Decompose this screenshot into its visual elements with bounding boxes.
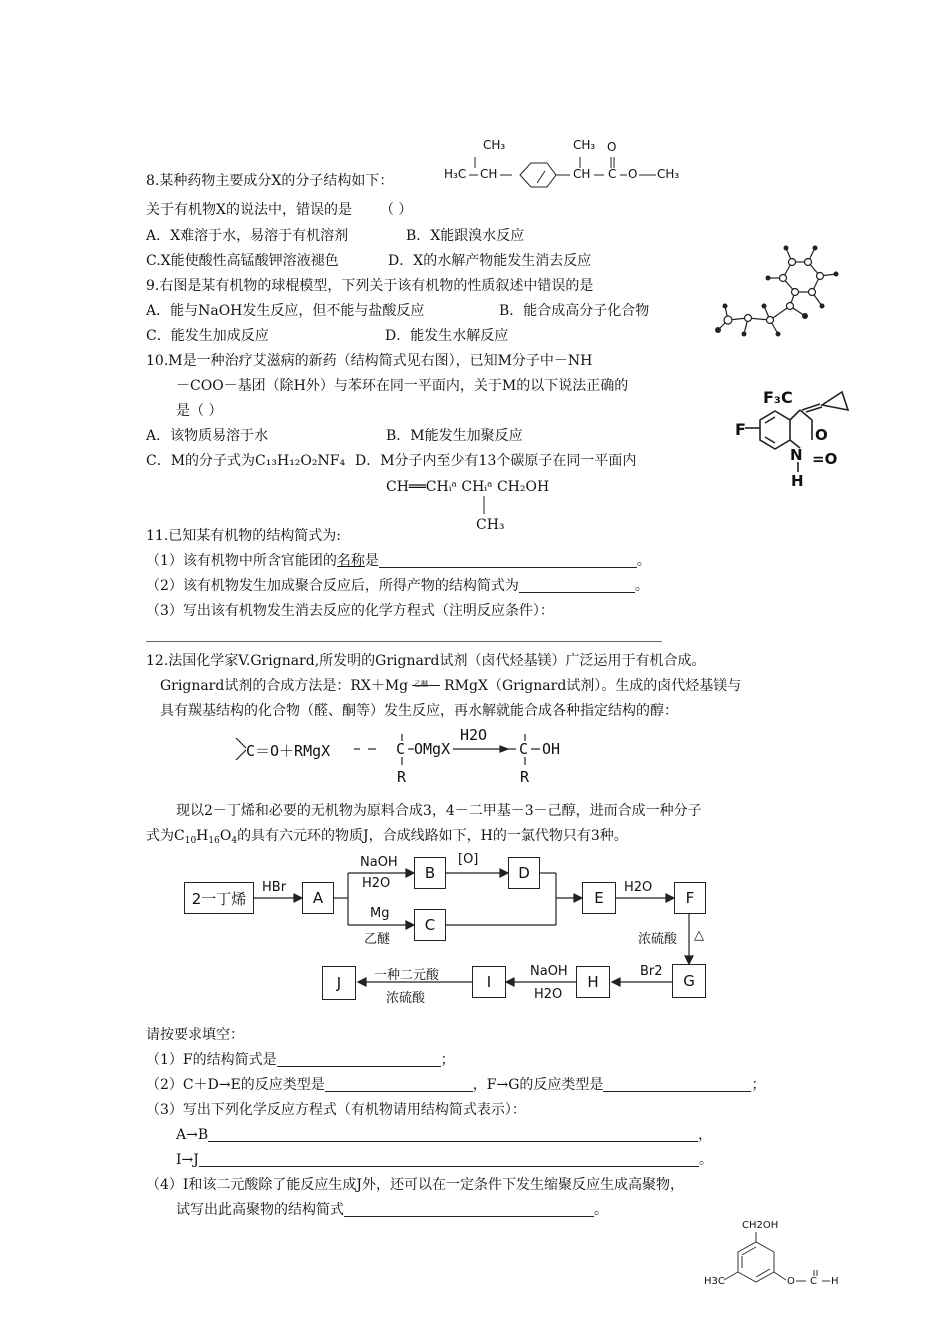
q12-r3: （3）写出下列化学反应方程式（有机物请用结构简式表示）： [146, 1102, 526, 1118]
node-j: J [322, 966, 356, 1000]
o-label-3: O [787, 1276, 795, 1287]
reagent-br2: Br2 [640, 964, 663, 979]
q12-line1: 12.法国化学家V.Grignard,所发明的Grignard试剂（卤代烃基镁）广泛运用于有机合成。 [146, 653, 706, 669]
o-ring-label: O [815, 426, 828, 444]
reagent-oxidation: [O] [458, 852, 479, 867]
node-a: A [302, 882, 334, 914]
q10-option-b: B．M能发生加聚反应 [386, 428, 523, 444]
q9-stem: 9.右图是某有机物的球棍模型，下列关于该有机物的性质叙述中错误的是 [146, 278, 594, 294]
c-label: C [608, 167, 617, 181]
q12-r3b: I→J 。 [176, 1152, 713, 1168]
f-label: F [735, 420, 746, 439]
ch3-label: CH₃ [483, 138, 506, 152]
eq-reactants: C＝O＋RMgX [246, 742, 331, 760]
q8-question: 关于有机物X的说法中，错误的是 （ ） [146, 202, 413, 218]
eq-r-group: R [397, 768, 407, 786]
reagent-mg: Mg [370, 906, 390, 921]
reagent-naoh-2: NaOH [530, 964, 568, 979]
reagent-h2o: H2O [362, 876, 391, 891]
q10-line1: 10.M是一种治疗艾滋病的新药（结构简式见右图），已知M分子中－NH [146, 353, 593, 369]
node-g: G [672, 964, 706, 998]
eq-oh: OH [542, 740, 561, 758]
q12-r3a: A→B ， [176, 1127, 713, 1143]
q12-r4: （4）I和该二元酸除了能反应生成J外，还可以在一定条件下发生缩聚反应生成高聚物， [146, 1177, 685, 1193]
reagent-naoh: NaOH [360, 855, 398, 870]
q11-stem: 11.已知某有机物的结构简式为: [146, 528, 341, 544]
ch3-label-3: CH₃ [657, 167, 680, 181]
reagent-ether: 乙醚 [364, 932, 391, 947]
h-label-2: H [831, 1276, 839, 1287]
eq-r-group-2: R [520, 768, 530, 786]
o-label: O [607, 140, 617, 154]
q9-option-b: B．能合成高分子化合物 [499, 303, 650, 319]
q11-part2: （2）该有机物发生加成聚合反应后，所得产物的结构简式为 。 [146, 578, 649, 594]
h-label: H [791, 472, 804, 490]
node-d: D [508, 857, 540, 889]
q9-option-a: A．能与NaOH发生反应，但不能与盐酸反应 [146, 303, 425, 319]
eq-omgx: OMgX [414, 740, 451, 758]
reagent-conc-h2so4-2: 浓硫酸 [386, 991, 426, 1006]
reagent-h2o-2: H2O [624, 880, 653, 895]
q12-line2: Grignard试剂的合成方法是：RX＋Mg 乙醚 RMgX（Grignard试剂）。生成的卤代烃基镁与 [160, 678, 742, 694]
q8-option-c: C.X能使酸性高锰酸钾溶液褪色 [146, 253, 339, 269]
q10-line2: －COO－基团（除H外）与苯环在同一平面内，关于M的以下说法正确的 [176, 378, 629, 394]
node-i: I [472, 966, 506, 998]
node-f: F [674, 882, 706, 914]
eq-h2o: H2O [460, 726, 488, 744]
q12-request: 请按要求填空： [146, 1027, 244, 1043]
ch-label: CH [480, 167, 498, 181]
q10-line3: 是（ ） [176, 403, 223, 419]
condition-heat: △ [694, 928, 704, 943]
ch-label-2: CH [573, 167, 591, 181]
q11-part3: （3）写出该有机物发生消去反应的化学方程式（注明反应条件）： [146, 603, 554, 619]
carbonyl-o-label: =O [812, 450, 838, 468]
q10-option-d: D．M分子内至少有13个碳原子在同一平面内 [355, 453, 637, 469]
q11-structure-line: CH══CHᵢᵃ CHᵢᵃ CH₂OH [386, 479, 550, 495]
reagent-diacid: 一种二元酸 [374, 968, 440, 983]
q8-stem: 8.某种药物主要成分X的分子结构如下： [146, 173, 394, 189]
node-h: H [576, 966, 610, 998]
c-label-2: C [810, 1276, 817, 1287]
q11-part1: （1）该有机物中所含官能团的名称是 。 [146, 553, 651, 569]
h3c-label: H₃C [444, 167, 467, 181]
q12-r4b: 试写出此高聚物的结构简式 。 [176, 1202, 608, 1218]
q11-structure-ch3: CH₃ [476, 517, 505, 533]
q12-line5: 式为$C_{10}H_{16}O_4$的具有六元环的物质J，合成线路如下，H的一氯代物只有3种。 [146, 828, 628, 846]
q9-option-d: D．能发生水解反应 [385, 328, 509, 344]
h3c-label-2: H3C [704, 1276, 725, 1287]
q12-r2: （2）C＋D→E的反应类型是 ，F→G的反应类型是 ； [146, 1077, 766, 1093]
eq-carbon: C [396, 740, 406, 758]
q8-option-b: B．X能跟溴水反应 [406, 228, 525, 244]
eq-carbon-2: C [519, 740, 529, 758]
n-label: N [790, 446, 803, 464]
node-b: B [414, 857, 446, 889]
reagent-hbr: HBr [262, 880, 287, 895]
reagent-h2o-3: H2O [534, 987, 563, 1002]
q12-line3: 具有羰基结构的化合物（醛、酮等）发生反应，再水解就能合成各种指定结构的醇： [160, 703, 678, 719]
o-label-2: O [628, 167, 638, 181]
q9-option-c: C．能发生加成反应 [146, 328, 269, 344]
node-2-butene: 2一丁烯 [184, 882, 254, 914]
q12-r1: （1）F的结构简式是 ； [146, 1052, 455, 1068]
q8-option-a: A．X难溶于水，易溶于有机溶剂 [146, 228, 349, 244]
node-c: C [414, 909, 446, 941]
node-e: E [582, 882, 616, 914]
ch2oh-label: CH2OH [742, 1220, 779, 1231]
reagent-conc-h2so4: 浓硫酸 [638, 932, 678, 947]
q10-option-a: A．该物质易溶于水 [146, 428, 269, 444]
ch3-label-2: CH₃ [573, 138, 596, 152]
q8-option-d: D．X的水解产物能发生消去反应 [388, 253, 592, 269]
f3c-label: F₃C [763, 388, 793, 407]
q10-option-c: C．M的分子式为C₁₃H₁₂O₂NF₄ [146, 453, 346, 469]
q12-line4: 现以2－丁烯和必要的无机物为原料合成3，4－二甲基－3－己醇，进而合成一种分子 [176, 803, 702, 819]
